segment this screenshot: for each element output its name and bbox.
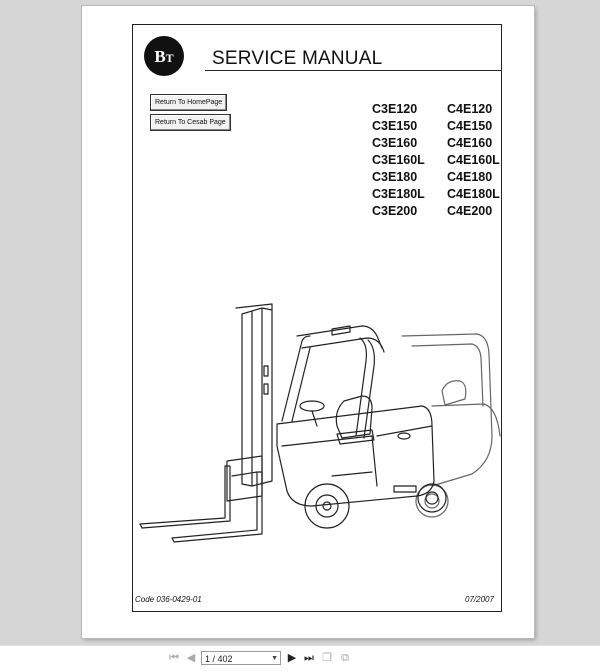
page-title: SERVICE MANUAL (212, 48, 383, 69)
document-code: Code 036-0429-01 (135, 595, 202, 604)
return-home-button[interactable]: Return To HomePage (150, 94, 227, 111)
model-label: C3E200 (372, 204, 418, 218)
title-divider (205, 70, 502, 71)
model-label: C3E160 (372, 136, 418, 150)
single-page-view-icon[interactable]: ❐ (322, 652, 332, 664)
model-list-left (372, 101, 425, 220)
pdf-page (82, 6, 534, 638)
model-label: C4E160L (447, 153, 500, 167)
model-label: C4E200 (447, 204, 493, 218)
svg-text:BT: BT (154, 47, 174, 66)
previous-page-icon[interactable]: ◀ (186, 652, 196, 664)
model-label: C4E160 (447, 136, 493, 150)
model-label: C3E180L (372, 187, 425, 201)
model-label: C3E160L (372, 153, 425, 167)
page-indicator: 1 / 402 (205, 654, 233, 664)
pdf-toolbar (0, 645, 600, 671)
model-list-right (447, 101, 500, 220)
model-label: C3E180 (372, 170, 418, 184)
first-page-icon[interactable]: ⏮ (169, 652, 179, 664)
model-label: C4E180 (447, 170, 493, 184)
two-page-view-icon[interactable]: ⧉ (341, 652, 349, 664)
last-page-icon[interactable]: ⏭ (304, 652, 314, 664)
next-page-icon[interactable]: ▶ (287, 652, 297, 664)
return-cesab-button[interactable]: Return To Cesab Page (150, 114, 231, 131)
model-label: C3E120 (372, 102, 418, 116)
model-label: C4E150 (447, 119, 493, 133)
model-label: C4E180L (447, 187, 500, 201)
model-label: C4E120 (447, 102, 493, 116)
page-number-select[interactable] (201, 651, 281, 665)
forklift-illustration (132, 296, 502, 556)
document-date: 07/2007 (465, 595, 494, 604)
bt-logo (142, 34, 186, 78)
chevron-down-icon: ▼ (271, 655, 278, 662)
model-label: C3E150 (372, 119, 418, 133)
